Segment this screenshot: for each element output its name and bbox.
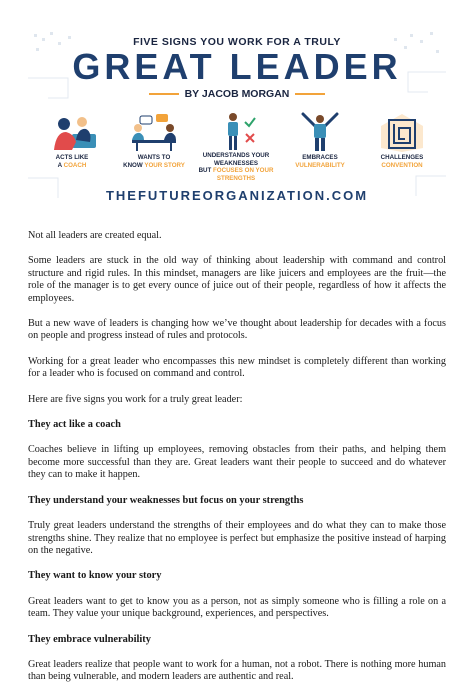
sign-label: CHALLENGES CONVENTION (380, 154, 424, 169)
paragraph: Here are five signs you work for a truly great leader: (28, 393, 243, 405)
sign-acts-like-coach (32, 112, 112, 188)
sign-label: WANTS TO KNOW YOUR STORY (123, 154, 185, 169)
paragraph: Great leaders want to get to know you as a person, not as simply someone who is filling a role on a team. They value your unique background, experiences, and perspectives. (28, 595, 446, 620)
coach-icon (42, 112, 102, 152)
conversation-icon (122, 112, 186, 152)
maze-icon (377, 112, 427, 154)
paragraph: Not all leaders are created equal. (28, 230, 162, 241)
banner-title: GREAT LEADER (72, 46, 402, 87)
banner-byline: BY JACOB MORGAN (28, 88, 446, 100)
strengths-icon (211, 112, 261, 152)
sign-embrace-vulnerability (280, 112, 360, 188)
paragraph: Great leaders realize that people want to work for a human, not a robot. There is nothing more human than being vulnerable, and modern leaders are authentic and real. (28, 658, 446, 683)
article-body (28, 230, 446, 697)
sign-challenge-convention (362, 112, 442, 188)
banner-website-url: THEFUTUREORGANIZATION.COM (105, 188, 369, 203)
paragraph: Coaches believe in lifting up employees, removing obstacles from their paths, and helping them become more successful than they are. Great leaders want their people to succeed and do whatever they can to make it happen. (28, 444, 446, 481)
signs-row (28, 112, 446, 188)
section-heading: They embrace vulnerability (28, 633, 151, 645)
paragraph: Working for a great leader who encompasses this new mindset is completely different than working for a leader who is focused on command and control. (28, 355, 446, 380)
paragraph: But a new wave of leaders is changing how we’ve thought about leadership for decades with a focus on people and progress instead of rules and protocols. (28, 318, 446, 342)
sign-label: ACTS LIKE A COACH (55, 154, 89, 169)
sign-focus-strengths (196, 112, 276, 188)
section-heading: They act like a coach (28, 419, 121, 431)
vulnerability-icon (295, 112, 345, 152)
section-heading: They understand your weaknesses but focus on your strengths (28, 494, 304, 506)
sign-know-your-story (114, 112, 194, 188)
paragraph: Some leaders are stuck in the old way of thinking about leadership with command and control structure and rigid rules. In this mindset, managers are like juicers and employees are the fruit—the role of the manager is to get every ounce of juice out of their people, regardless of how it affects the employees. (28, 255, 446, 304)
sign-label: UNDERSTANDS YOUR WEAKNESSES BUT FOCUSES ON YOUR STRENGTHS (198, 152, 274, 182)
header-banner (28, 28, 446, 212)
paragraph: Truly great leaders understand the strengths of their employees and do what they can to make those strengths shine. They realize that no employee is perfect but emphasize the positive instead of harping on the negative. (28, 520, 446, 556)
section-heading: They want to know your story (28, 570, 162, 582)
sign-label: EMBRACES VULNERABILITY (295, 154, 345, 169)
banner-top-line: FIVE SIGNS YOU WORK FOR A TRULY (133, 36, 341, 48)
